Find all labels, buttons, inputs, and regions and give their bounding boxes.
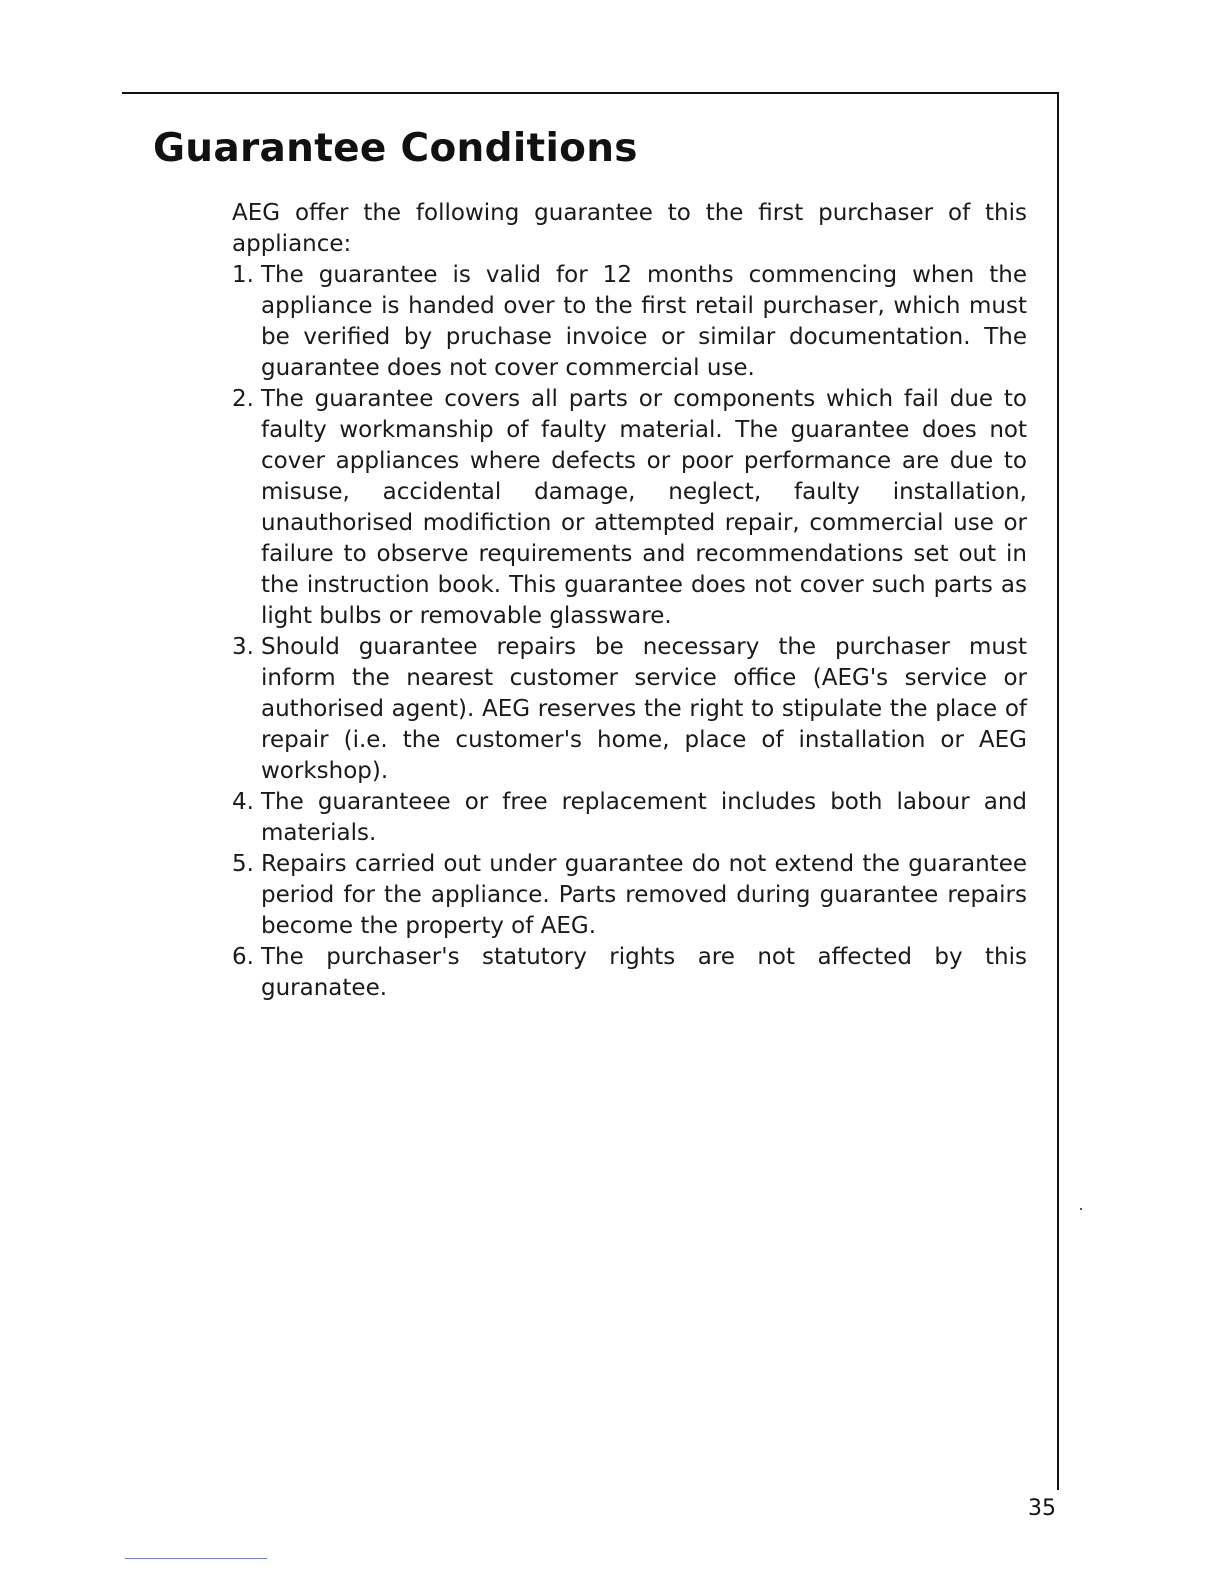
item-text: Repairs carried out under guarantee do not extend the guarantee period for the appliance. Parts removed during guarantee repairs become the property of AEG.: [261, 851, 1027, 939]
list-item: [232, 942, 1027, 1004]
item-number: 2.: [232, 386, 254, 412]
footer-rule: [125, 1558, 267, 1559]
item-number: 6.: [232, 944, 254, 970]
item-text: The guaranteee or free replacement includes both labour and materials.: [261, 789, 1027, 846]
top-rule: [122, 92, 1059, 94]
list-item: [232, 849, 1027, 942]
list-item: [232, 384, 1027, 632]
item-number: 4.: [232, 789, 254, 815]
list-item: [232, 632, 1027, 787]
item-text: The purchaser's statutory rights are not affected by this guranatee.: [261, 944, 1027, 1001]
guarantee-list: [232, 260, 1027, 1004]
item-number: 5.: [232, 851, 254, 877]
item-number: 1.: [232, 262, 254, 288]
scan-speck: [1080, 1208, 1082, 1210]
item-text: The guarantee is valid for 12 months commencing when the appliance is handed over to the first retail purchaser, which must be verified by pruchase invoice or similar documentation. The guarantee does not cover commercial use.: [261, 262, 1027, 381]
right-rule: [1057, 92, 1059, 1490]
list-item: [232, 787, 1027, 849]
item-text: Should guarantee repairs be necessary the purchaser must inform the nearest customer service office (AEG's service or authorised agent). AEG reserves the right to stipulate the place of repair (i.e. the customer's home, place of installation or AEG workshop).: [261, 634, 1027, 784]
item-text: The guarantee covers all parts or components which fail due to faulty workmanship of faulty material. The guarantee does not cover appliances where defects or poor performance are due to misuse, accidental damage, neglect, faulty installation, unauthorised modifiction or attempted repair, commercial use or failure to observe requirements and recommendations set out in the instruction book. This guarantee does not cover such parts as light bulbs or removable glassware.: [261, 386, 1027, 629]
page-title: Guarantee Conditions: [153, 126, 638, 171]
item-number: 3.: [232, 634, 254, 660]
page-number: 35: [1028, 1496, 1056, 1521]
guarantee-body: [232, 198, 1027, 1004]
list-item: [232, 260, 1027, 384]
intro-paragraph: AEG offer the following guarantee to the first purchaser of this appliance:: [232, 200, 1027, 257]
